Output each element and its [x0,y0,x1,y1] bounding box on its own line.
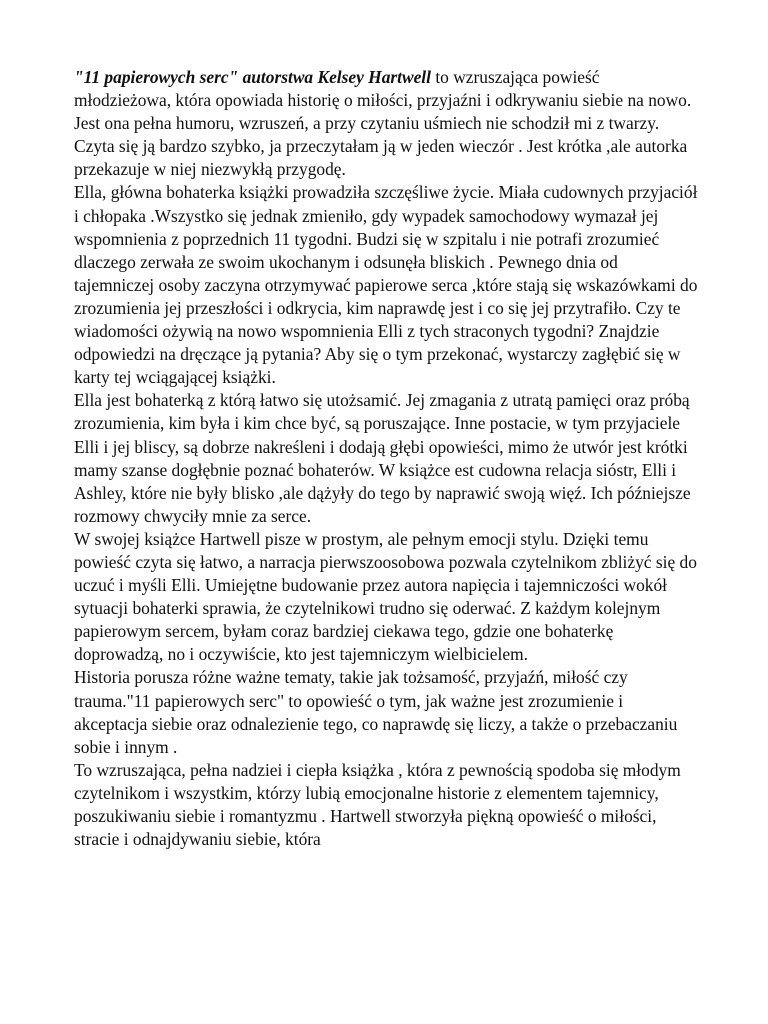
paragraph-style: W swojej książce Hartwell pisze w prostym, ale pełnym emocji stylu. Dzięki temu powieść czyta się łatwo, a narracja pierwszoosobowa pozwala czytelnikom zbliżyć się do uczuć i myśli Elli. Umiejętne budowanie przez autora napięcia i tajemniczości wokół sytuacji bohaterki sprawia, że czytelnikowi trudno się oderwać. Z każdym kolejnym papierowym sercem, byłam coraz bardziej ciekawa tego, gdzie one bohaterkę doprowadzą, no i oczywiście, kto jest tajemniczym wielbicielem. [74,528,697,665]
paragraph-characters: Ella jest bohaterką z którą łatwo się utożsamić. Jej zmagania z utratą pamięci oraz próbą zrozumienia, kim była i kim chce być, są poruszające. Inne postacie, w tym przyjaciele Elli i jej bliscy, są dobrze nakreśleni i dodają głębi opowieści, mimo że utwór jest krótki mamy szanse dogłębnie poznać bohaterów. W książce est cudowna relacja sióstr, Elli i Ashley, które nie były blisko ,ale dążyły do tego by naprawić swoją więź. Ich późniejsze rozmowy chwyciły mnie za serce. [74,390,691,526]
paragraph-conclusion: To wzruszająca, pełna nadziei i ciepła książka , która z pewnością spodoba się młodym czytelnikom i wszystkim, którzy lubią emocjonalne historie z elementem tajemnicy, poszukiwaniu siebie i romantyzmu . Hartwell stworzyła piękną opowieść o miłości, stracie i odnajdywaniu siebie, która [74,759,681,850]
paragraph-themes: Historia porusza różne ważne tematy, takie jak tożsamość, przyjaźń, miłość czy trauma."11 papierowych serc" to opowieść o tym, jak ważne jest zrozumienie i akceptacja siebie oraz odnalezienie tego, co naprawdę się liczy, a także o przebaczaniu sobie i innym . [74,667,678,757]
intro-paragraph [74,66,700,181]
book-title: "11 papierowych serc" autorstwa Kelsey Hartwell [74,67,431,87]
paragraph-plot: Ella, główna bohaterka książki prowadziła szczęśliwe życie. Miała cudownych przyjaciół i chłopaka .Wszystko się jednak zmieniło, gdy wypadek samochodowy wymazał jej wspomnienia z poprzednich 11 tygodni. Budzi się w szpitalu i nie potrafi zrozumieć dlaczego zerwała ze swoim ukochanym i odsunęła bliskich . Pewnego dnia od tajemniczej osoby zaczyna otrzymywać papierowe serca ,które stają się wskazówkami do zrozumienia jej przeszłości i odkrycia, kim naprawdę jest i co się jej przytrafiło. Czy te wiadomości ożywią na nowo wspomnienia Elli z tych straconych tygodni? Znajdzie odpowiedzi na dręczące ją pytania? Aby się o tym przekonać, wystarczy zagłębić się w karty tej wciągającej książki. [74,182,698,388]
intro-text: to wzruszająca powieść młodzieżowa, która opowiada historię o miłości, przyjaźni i odkrywaniu siebie na nowo. Jest ona pełna humoru, wzruszeń, a przy czytaniu uśmiech nie schodził mi z twarzy. Czyta się ją bardzo szybko, ja przeczytałam ją w jeden wieczór . Jest krótka ,ale autorka przekazuje w niej niezwykłą przygodę. [74,67,692,180]
document-page [74,66,700,851]
